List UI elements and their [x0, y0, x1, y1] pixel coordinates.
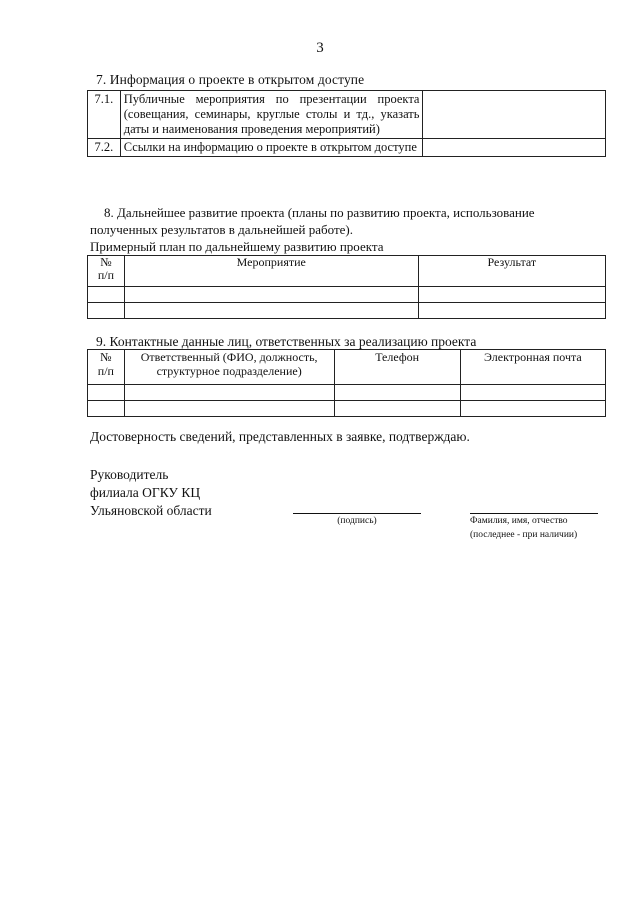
section-8-text-line-1: 8. Дальнейшее развитие проекта (планы по развитию проекта, использование	[104, 205, 535, 220]
contacts-table	[87, 349, 606, 417]
signature-caption: (подпись)	[337, 516, 377, 526]
signature-line[interactable]	[293, 513, 421, 514]
table-header-row	[88, 350, 606, 385]
row-number: 7.2.	[88, 139, 121, 157]
row-description: Публичные мероприятия по презентации проекта (совещания, семинары, круглые столы и тд., указать даты и наименования проведения мероприятий)	[120, 91, 423, 139]
table-row	[88, 287, 606, 303]
table-cell[interactable]	[88, 401, 125, 417]
section-7-table	[87, 90, 606, 157]
col-number-abbr: п/п	[97, 268, 115, 282]
col-number-abbr: п/п	[97, 364, 114, 378]
table-cell[interactable]	[460, 385, 605, 401]
page-number: 3	[316, 40, 324, 56]
table-cell[interactable]	[124, 385, 334, 401]
plan-title: Примерный план по дальнейшему развитию проекта	[90, 239, 384, 254]
signer-role-line-2: филиала ОГКУ КЦ	[90, 485, 201, 500]
table-header-row	[88, 256, 606, 287]
table-cell[interactable]	[88, 287, 125, 303]
section-7-heading: 7. Информация о проекте в открытом доступе	[96, 72, 365, 87]
row-value-cell[interactable]	[423, 139, 606, 157]
signer-role-line-3: Ульяновской области	[90, 503, 212, 518]
col-number-header	[88, 350, 125, 385]
col-number-header	[88, 256, 125, 287]
table-cell[interactable]	[88, 303, 125, 319]
col-result-header: Результат	[418, 256, 605, 287]
development-plan-table	[87, 255, 606, 319]
table-row	[88, 303, 606, 319]
row-number: 7.1.	[88, 91, 121, 139]
row-value-cell[interactable]	[423, 91, 606, 139]
table-cell[interactable]	[418, 287, 605, 303]
table-cell[interactable]	[460, 401, 605, 417]
row-description: Ссылки на информацию о проекте в открытом доступе	[120, 139, 423, 157]
col-responsible-header	[124, 350, 334, 385]
table-row	[88, 91, 606, 139]
table-cell[interactable]	[88, 385, 125, 401]
table-cell[interactable]	[124, 401, 334, 417]
table-row	[88, 139, 606, 157]
col-phone-header: Телефон	[334, 350, 460, 385]
col-number-symbol: №	[100, 350, 112, 364]
table-row	[88, 385, 606, 401]
name-line[interactable]	[470, 513, 598, 514]
col-responsible-line-1: Ответственный (ФИО, должность,	[140, 350, 318, 364]
col-email-header: Электронная почта	[460, 350, 605, 385]
section-8-text-line-2: полученных результатов в дальнейшей работе).	[90, 222, 354, 237]
confirmation-statement: Достоверность сведений, представленных в заявке, подтверждаю.	[90, 429, 470, 444]
table-row	[88, 401, 606, 417]
table-cell[interactable]	[334, 401, 460, 417]
name-caption-line-1: Фамилия, имя, отчество	[470, 516, 568, 526]
table-cell[interactable]	[334, 385, 460, 401]
table-cell[interactable]	[124, 303, 418, 319]
col-responsible-line-2: структурное подразделение)	[156, 364, 302, 378]
table-cell[interactable]	[418, 303, 605, 319]
section-9-heading: 9. Контактные данные лиц, ответственных за реализацию проекта	[96, 334, 477, 349]
col-event-header: Мероприятие	[124, 256, 418, 287]
name-caption-line-2: (последнее - при наличии)	[470, 530, 578, 540]
table-cell[interactable]	[124, 287, 418, 303]
signer-role-line-1: Руководитель	[90, 467, 169, 482]
col-number-symbol: №	[100, 255, 112, 269]
